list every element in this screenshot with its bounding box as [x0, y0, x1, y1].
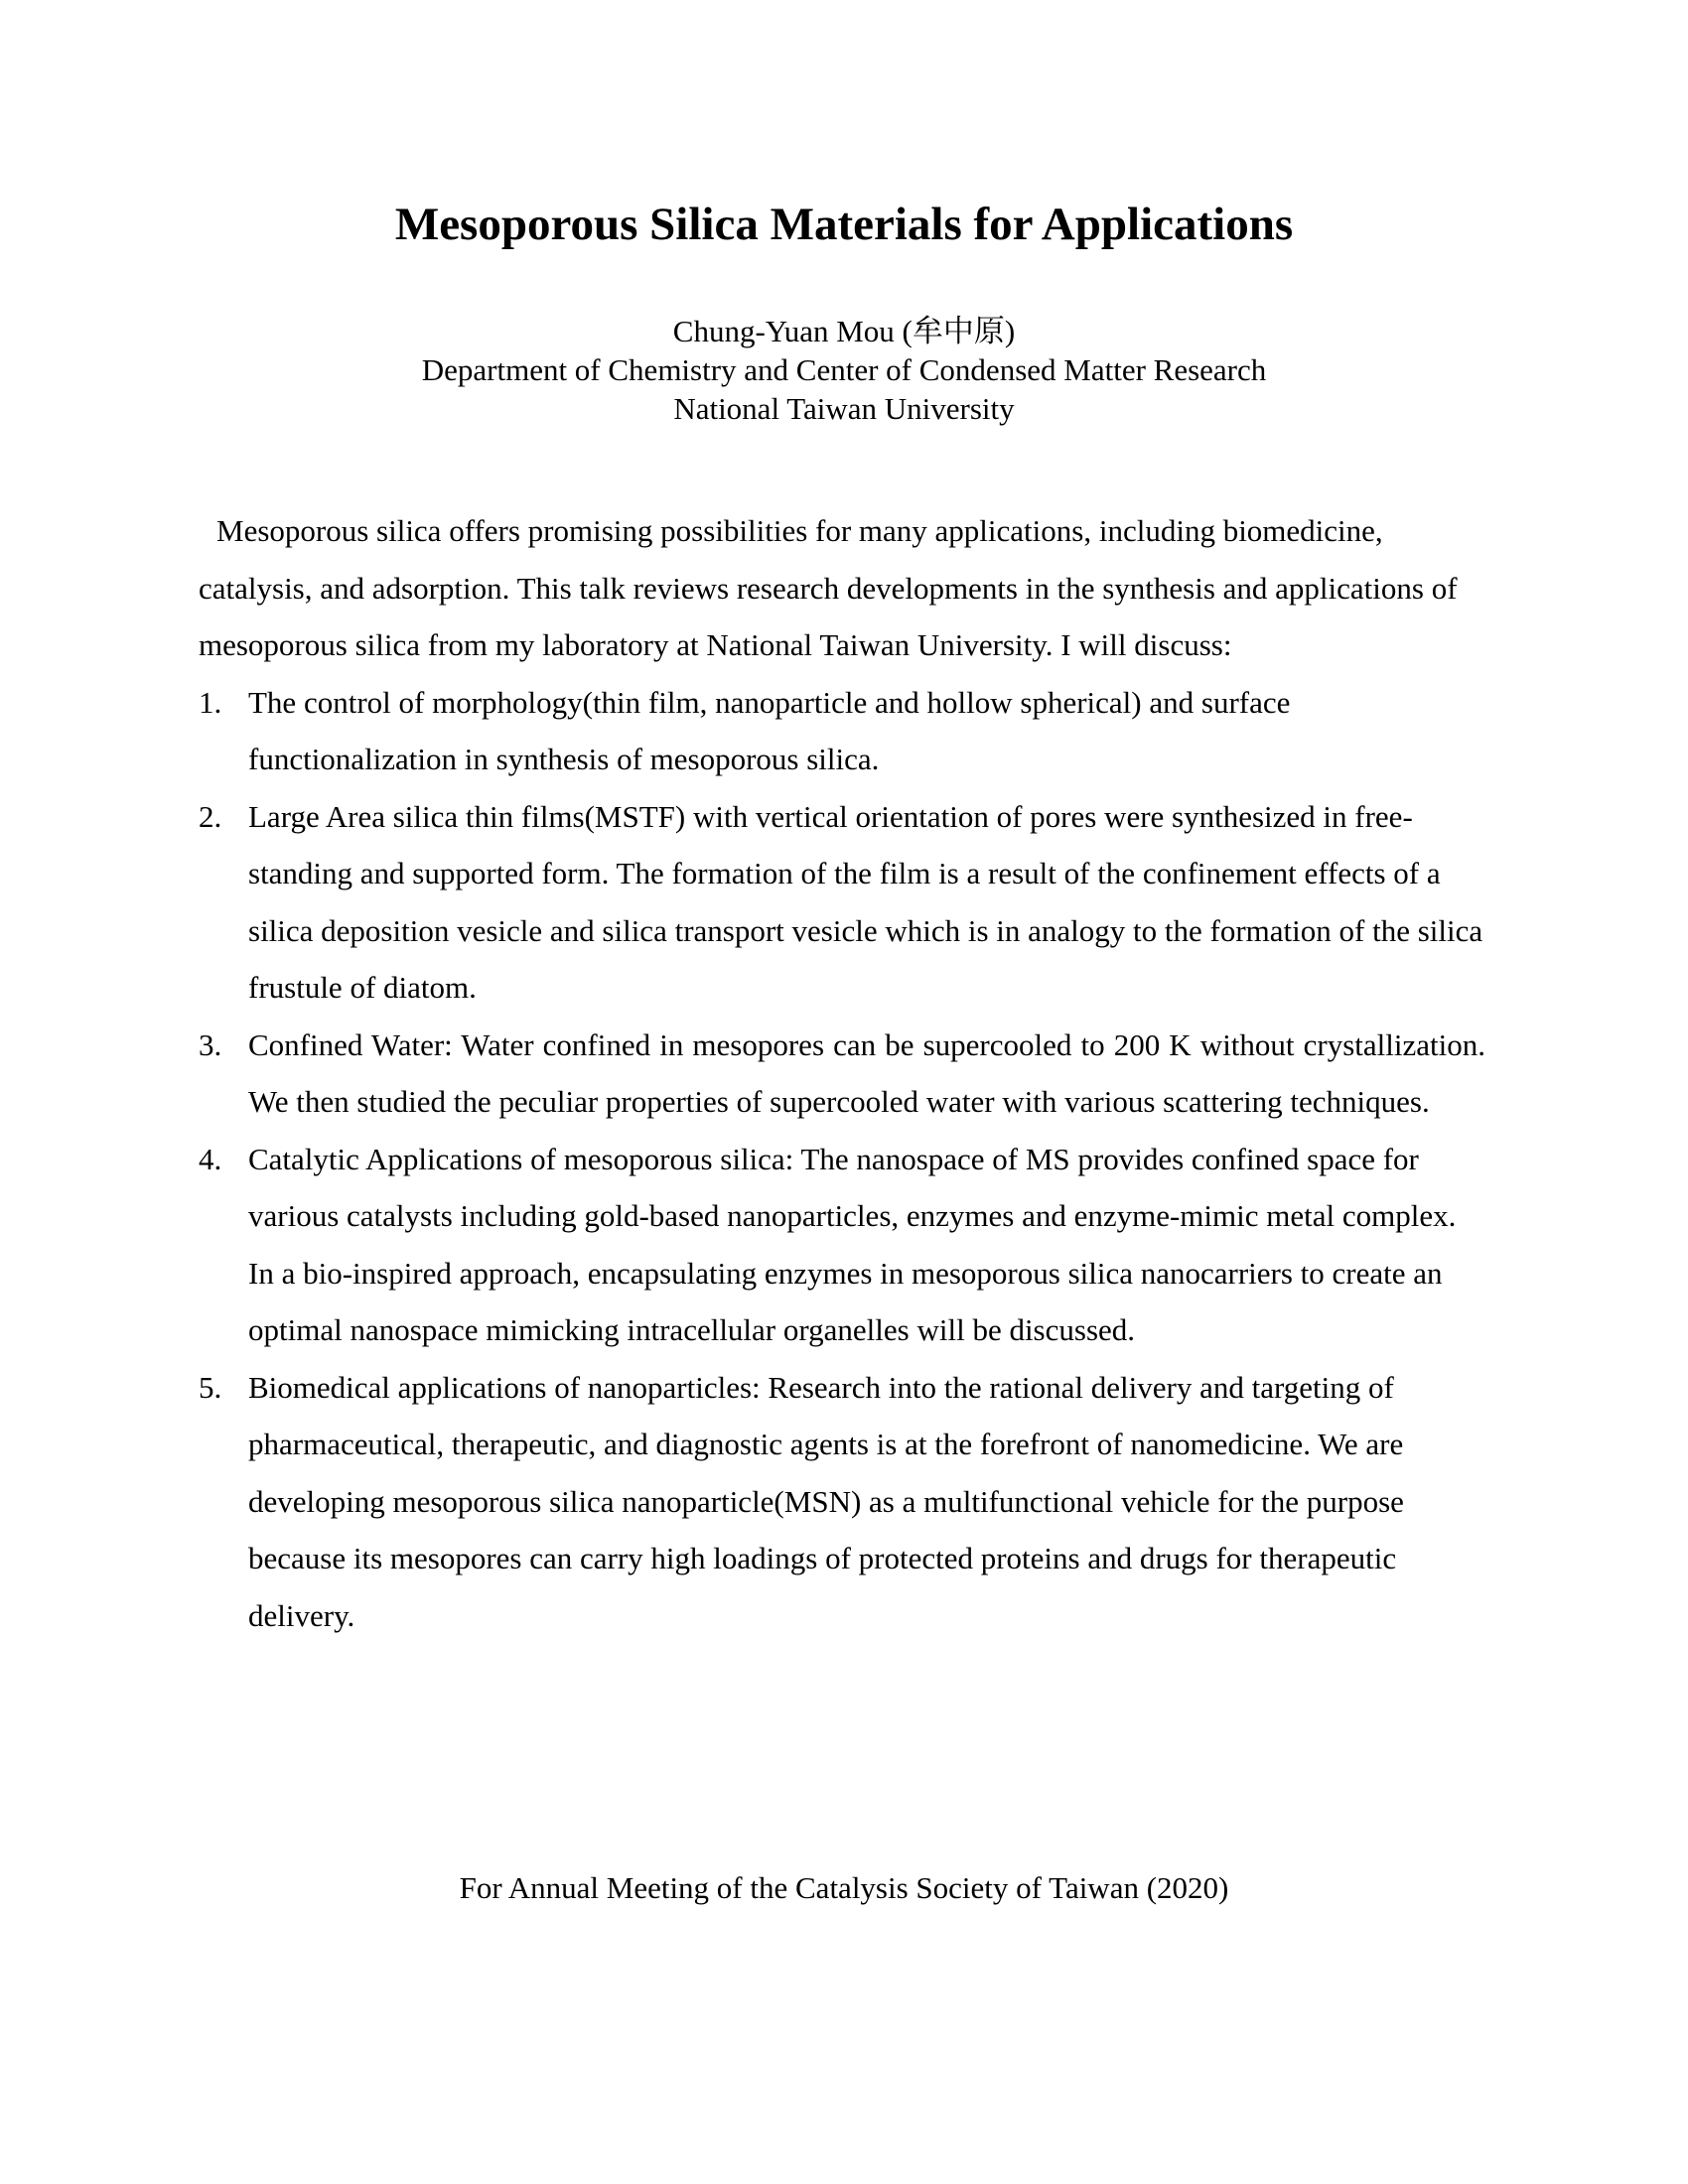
university: National Taiwan University — [673, 391, 1015, 426]
list-item-text: Large Area silica thin films(MSTF) with vertical orientation of pores were synthesized in free-standing and supported form. The formation of the film is a result of the confinement effects of a silica deposition vesicle and silica transport vesicle which is in analogy to the formation of the silica frustule of diatom. — [248, 798, 1483, 1005]
list-item — [199, 674, 1485, 788]
list-item-number: 4. — [199, 1141, 222, 1176]
list-item-text: Biomedical applications of nanoparticles: Research into the rational delivery and targeting of pharmaceutical, therapeutic, and diagnostic agents is at the forefront of nanomedicine. We are developing mesoporous silica nanoparticle(MSN) as a multifunctional vehicle for the purpose because its mesopores can carry high loadings of protected proteins and drugs for therapeutic delivery. — [248, 1369, 1404, 1633]
list-item-text: Confined Water: Water confined in mesopores can be supercooled to 200 K without crystallization. We then studied the peculiar properties of supercooled water with various scattering techniques. — [248, 1026, 1485, 1119]
list-item-number: 3. — [199, 1026, 222, 1062]
author-block — [0, 312, 1688, 428]
list-item-number: 2. — [199, 798, 222, 834]
list-item-number: 1. — [199, 684, 222, 720]
list-item — [199, 1359, 1485, 1645]
abstract-body — [199, 502, 1485, 1644]
list-item-text: Catalytic Applications of mesoporous silica: The nanospace of MS provides confined space for various catalysts including gold-based nanoparticles, enzymes and enzyme-mimic metal complex. In a bio-inspired approach, encapsulating enzymes in mesoporous silica nanocarriers to create an optimal nanospace mimicking intracellular organelles will be discussed. — [248, 1141, 1457, 1347]
list-item — [199, 1017, 1485, 1131]
document-title: Mesoporous Silica Materials for Applications — [394, 199, 1294, 250]
author-name: Chung-Yuan Mou (牟中原) — [672, 314, 1016, 348]
intro-paragraph: Mesoporous silica offers promising possibilities for many applications, including biomedicine, catalysis, and adsorption. This talk reviews research developments in the synthesis and applications of mesoporous silica from my laboratory at National Taiwan University. I will discuss: — [199, 513, 1458, 662]
list-item-number: 5. — [199, 1369, 222, 1405]
list-item — [199, 788, 1485, 1017]
department: Department of Chemistry and Center of Condensed Matter Research — [421, 352, 1267, 387]
list-item — [199, 1131, 1485, 1359]
footer-note: For Annual Meeting of the Catalysis Society of Taiwan (2020) — [459, 1870, 1229, 1905]
discussion-list — [199, 674, 1485, 1645]
list-item-text: The control of morphology(thin film, nanoparticle and hollow spherical) and surface functionalization in synthesis of mesoporous silica. — [248, 684, 1291, 776]
